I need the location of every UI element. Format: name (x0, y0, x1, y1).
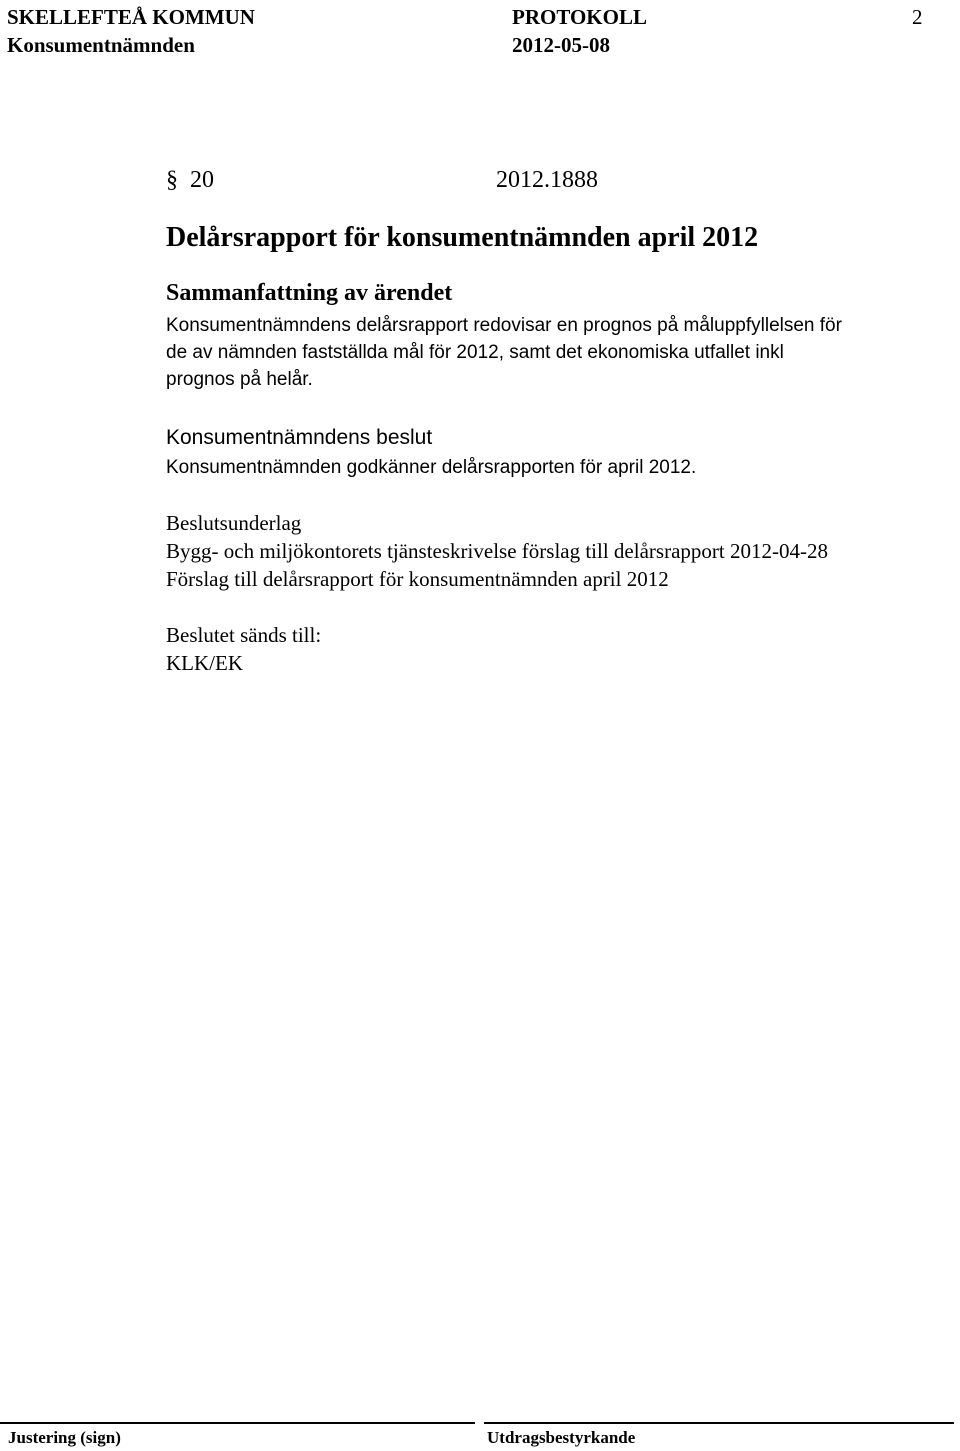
basis-line: Bygg- och miljökontorets tjänsteskrivelse förslag till delårsrapport 2012-04-28 (166, 539, 828, 563)
decision-text: Konsumentnämnden godkänner delårsrapporten för april 2012. (166, 457, 697, 478)
header-document-type: PROTOKOLL (512, 5, 647, 29)
header-page-number: 2 (912, 5, 923, 29)
sent-to-recipient: KLK/EK (166, 651, 243, 675)
summary-line: prognos på helår. (166, 369, 313, 390)
header-board: Konsumentnämnden (7, 33, 195, 57)
basis-heading: Beslutsunderlag (166, 511, 302, 535)
case-number: 2012.1888 (496, 167, 598, 193)
paragraph-number: 20 (190, 167, 214, 193)
header-organization: SKELLEFTEÅ KOMMUN (7, 5, 255, 29)
summary-line: Konsumentnämndens delårsrapport redovisar en prognos på måluppfyllelsen för (166, 315, 842, 336)
summary-line: de av nämnden fastställda mål för 2012, samt det ekonomiska utfallet inkl (166, 342, 784, 363)
paragraph-line (166, 166, 598, 194)
paragraph-symbol: § (166, 167, 178, 193)
sent-to-heading: Beslutet sänds till: (166, 623, 322, 647)
decision-heading: Konsumentnämndens beslut (166, 426, 433, 449)
basis-line: Förslag till delårsrapport för konsumentnämnden april 2012 (166, 567, 669, 591)
footer-divider-left (0, 1422, 475, 1424)
footer-certification-label: Utdragsbestyrkande (487, 1428, 636, 1447)
section-title: Delårsrapport för konsumentnämnden april 2012 (166, 222, 759, 253)
header-date: 2012-05-08 (512, 33, 610, 57)
footer-divider-right (484, 1422, 954, 1424)
footer-signature-label: Justering (sign) (8, 1428, 121, 1447)
summary-heading: Sammanfattning av ärendet (166, 280, 453, 306)
